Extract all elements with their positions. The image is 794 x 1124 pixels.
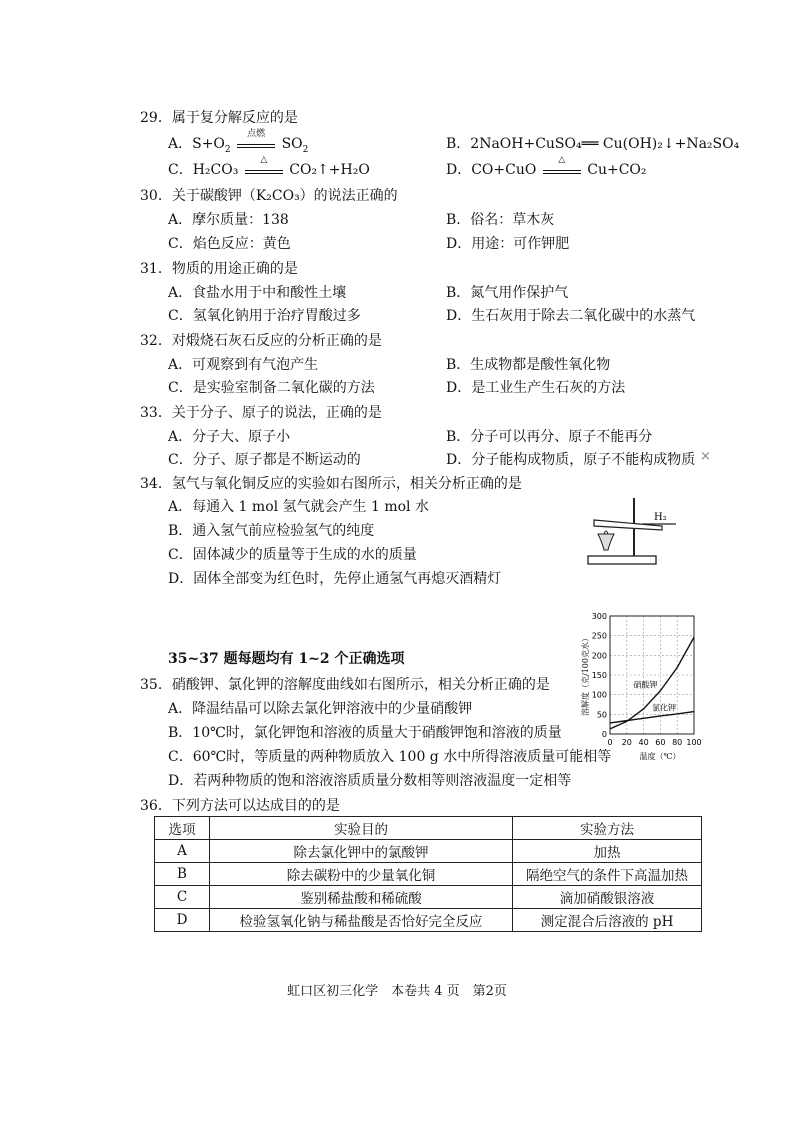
- table-header: 实验目的: [210, 817, 513, 840]
- x-tick-label: 0: [607, 738, 613, 747]
- q33-option-b: B．分子可以再分、原子不能再分: [446, 429, 653, 445]
- x-tick-label: 80: [672, 738, 683, 747]
- page-footer: 虹口区初三化学 本卷共 4 页 第2页: [287, 984, 507, 999]
- q30-option-a: A．摩尔质量：138: [168, 212, 289, 228]
- table-cell: 鉴别稀盐酸和稀硫酸: [210, 886, 513, 909]
- q32-option-d: D．是工业生产生石灰的方法: [446, 380, 626, 396]
- q33-stem: 33．关于分子、原子的说法，正确的是: [140, 405, 382, 421]
- q32-option-a: A．可观察到有气泡产生: [168, 357, 319, 373]
- series-label-kno3: 硝酸钾: [633, 680, 658, 690]
- q29-option-a: A．$S+O_2$ 点燃 $SO_2$: [168, 129, 309, 155]
- q34-stem: 34．氢气与氧化铜反应的实验如右图所示，相关分析正确的是: [140, 476, 522, 492]
- q35-option-c: C．60℃时，等质量的两种物质放入 100 g 水中所得溶液质量可能相等: [168, 749, 612, 765]
- table-cell: 隔绝空气的条件下高温加热: [513, 863, 702, 886]
- table-row: [155, 886, 702, 909]
- q30-stem: 30．关于碳酸钾（K₂CO₃）的说法正确的: [140, 188, 398, 204]
- table-header: 实验方法: [513, 817, 702, 840]
- x-tick-label: 40: [638, 738, 649, 747]
- q34-option-d: D．固体全部变为红色时，先停止通氢气再熄灭酒精灯: [168, 571, 502, 587]
- y-tick-label: 50: [596, 710, 607, 720]
- y-tick-label: 250: [591, 631, 607, 641]
- table-cell: 除去碳粉中的少量氧化铜: [210, 863, 513, 886]
- h2-label: H₂: [654, 512, 667, 523]
- q35-option-a: A．降温结晶可以除去氯化钾溶液中的少量硝酸钾: [168, 701, 473, 717]
- table-cell: A: [155, 840, 210, 863]
- section-note: 35~37 题每题均有 1~2 个正确选项: [168, 651, 405, 667]
- table-row: [155, 863, 702, 886]
- y-tick-label: 150: [591, 671, 607, 680]
- table-header: 选项: [155, 817, 210, 840]
- hydrogen-reduction-apparatus: [584, 490, 690, 572]
- x-tick-label: 100: [686, 738, 702, 747]
- q36-stem: 36．下列方法可以达成目的的是: [140, 798, 340, 814]
- table-cell: D: [155, 909, 210, 932]
- y-tick-label: 300: [591, 612, 607, 621]
- methods-table: [154, 816, 702, 932]
- equation-arrow: 点燃: [237, 135, 275, 153]
- q30-option-d: D．用途：可作钾肥: [446, 236, 570, 252]
- equation-arrow: △: [543, 161, 581, 179]
- q33-option-a: A．分子大、原子小: [168, 429, 291, 445]
- table-row: [155, 840, 702, 863]
- q31-option-c: C．氢氧化钠用于治疗胃酸过多: [168, 308, 361, 324]
- x-tick-label: 60: [655, 738, 666, 747]
- table-cell: 测定混合后溶液的 pH: [513, 909, 702, 932]
- q30-option-c: C．焰色反应：黄色: [168, 236, 291, 252]
- q31-stem: 31．物质的用途正确的是: [140, 261, 298, 277]
- q29-stem: 29．属于复分解反应的是: [140, 110, 298, 126]
- q32-option-c: C．是实验室制备二氧化碳的方法: [168, 380, 375, 396]
- close-icon[interactable]: ×: [700, 449, 711, 464]
- q34-option-a: A．每通入 1 mol 氢气就会产生 1 mol 水: [168, 499, 429, 515]
- q31-option-b: B．氮气用作保护气: [446, 285, 569, 301]
- table-cell: C: [155, 886, 210, 909]
- q35-stem: 35．硝酸钾、氯化钾的溶解度曲线如右图所示，相关分析正确的是: [140, 677, 550, 693]
- y-tick-label: 0: [601, 730, 607, 739]
- y-axis-label: 溶解度（克/100克水）: [581, 634, 590, 716]
- q32-option-b: B．生成物都是酸性氧化物: [446, 357, 611, 373]
- q34-option-b: B．通入氢气前应检验氢气的纯度: [168, 523, 375, 539]
- q35-option-d: D．若两种物质的饱和溶液溶质质量分数相等则溶液温度一定相等: [168, 773, 572, 789]
- y-tick-label: 100: [591, 690, 607, 700]
- table-row: [155, 909, 702, 932]
- q34-option-c: C．固体减少的质量等于生成的水的质量: [168, 547, 417, 563]
- x-tick-label: 20: [621, 738, 632, 747]
- q35-option-b: B．10℃时，氯化钾饱和溶液的质量大于硝酸钾饱和溶液的质量: [168, 725, 562, 741]
- q29-option-d: D．CO+CuO △ Cu+CO₂: [446, 155, 647, 178]
- solubility-chart: [576, 608, 710, 768]
- x-axis-label: 温度（℃）: [639, 752, 681, 761]
- table-cell: 检验氢氧化钠与稀盐酸是否恰好完全反应: [210, 909, 513, 932]
- table-cell: 加热: [513, 840, 702, 863]
- table-cell: 滴加硝酸银溶液: [513, 886, 702, 909]
- series-label-kcl: 氯化钾: [652, 703, 676, 713]
- q33-option-d: D．分子能构成物质，原子不能构成物质: [446, 452, 696, 468]
- q31-option-a: A．食盐水用于中和酸性土壤: [168, 285, 347, 301]
- q30-option-b: B．俗名：草木灰: [446, 212, 555, 228]
- equation-arrow: △: [245, 161, 283, 179]
- q32-stem: 32．对煅烧石灰石反应的分析正确的是: [140, 333, 382, 349]
- series-line-kcl: [610, 712, 694, 723]
- q33-option-c: C．分子、原子都是不断运动的: [168, 452, 361, 468]
- q31-option-d: D．生石灰用于除去二氧化碳中的水蒸气: [446, 308, 696, 324]
- q29-option-b: B．2NaOH+CuSO₄══ Cu(OH)₂↓+Na₂SO₄: [446, 136, 740, 152]
- y-tick-label: 200: [591, 651, 607, 661]
- table-cell: 除去氯化钾中的氯酸钾: [210, 840, 513, 863]
- table-header-row: [155, 817, 702, 840]
- table-cell: B: [155, 863, 210, 886]
- q29-option-c: C．H₂CO₃ △ CO₂↑+H₂O: [168, 155, 370, 178]
